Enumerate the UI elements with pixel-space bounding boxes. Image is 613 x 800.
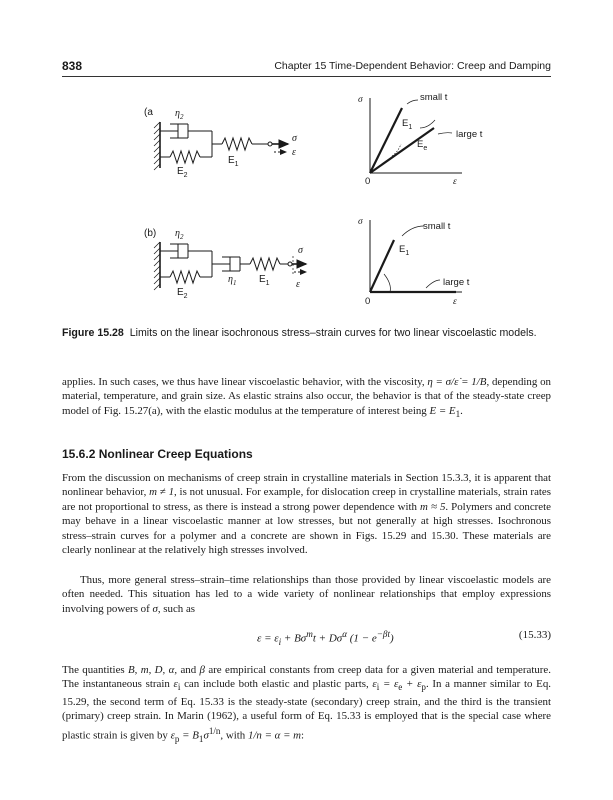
equation-expression: $\varepsilon = \varepsilon_i + B\sigma^mt + D\sigma^\alpha$ $(1 - e^{-\beta t})$	[257, 629, 394, 647]
e1-plot-label-b: $E_1$	[399, 244, 410, 257]
paragraph-3: Thus, more general stress–strain–time relationships than those provided by linear viscoelastic models are often needed. This situation has led to a wide variety of nonlinear relationships that employ expressions involving powers of σ, such as	[62, 574, 551, 615]
large-t-label-a: large t	[456, 129, 483, 140]
running-head: Chapter 15 Time-Dependent Behavior: Creep and Damping	[274, 60, 551, 72]
epsilon-label-b: ε	[296, 279, 300, 290]
paragraph-4: The quantities B, m, D, α, and β are empirical constants from creep data for a given material and temperature. The instantaneous strain $\varepsilon_i$ can include both elastic and plastic parts, $\varepsilon_i = \varepsilon_e + \varepsilon_p$. In a manner similar to Eq. 15.29, the second term of Eq. 15.33 is the steady-state (secondary) creep strain, and the third is the transient (primary) creep strain. In Marin (1962), a useful form of Eq. 15.33 is employed that is the special case where plastic strain is given by $\varepsilon_p = B_1\sigma^{1/n}$, with 1/n = α = m:	[62, 664, 551, 744]
equation-number: (15.33)	[518, 629, 551, 641]
panel-b-model	[144, 228, 306, 290]
e2-label-a: $E_2$	[177, 166, 188, 179]
page-header	[62, 57, 551, 75]
caption-label: Figure 15.28	[62, 327, 124, 339]
sigma-axis-a: σ	[358, 95, 363, 105]
epsilon-axis-a: ε	[453, 177, 457, 187]
panel-a-model	[144, 107, 288, 170]
e1-label-a: $E_1$	[228, 155, 239, 168]
figure-caption	[62, 326, 551, 340]
caption-text: Limits on the linear isochronous stress–strain curves for two linear viscoelastic models.	[129, 327, 537, 339]
sigma-label-b: σ	[298, 245, 303, 256]
eta2-label-a: $\eta_2$	[175, 108, 184, 121]
page-number: 838	[62, 59, 83, 73]
large-t-label-b: large t	[443, 277, 470, 288]
panel-a-label: (a	[144, 107, 153, 118]
header-rule	[62, 76, 551, 77]
paragraph-1: applies. In such cases, we thus have linear viscoelastic behavior, with the viscosity, η = σ/ε̇ = 1/B, depending on material, temperature, and grain size. As elastic strains also occur, the behavior is that of the steady-state creep model of Fig. 15.27(a), with the elastic modulus at the temperature of interest being $E = E_1$.	[62, 376, 551, 419]
epsilon-label-a: ε	[292, 147, 296, 158]
figure-15-28	[62, 84, 551, 320]
panel-b-plot-labels	[358, 217, 470, 307]
section-heading: 15.6.2 Nonlinear Creep Equations	[62, 447, 253, 461]
epsilon-axis-b: ε	[453, 297, 457, 307]
e2-label-b: $E_2$	[177, 287, 188, 300]
paragraph-2: From the discussion on mechanisms of creep strain in crystalline materials in Section 15.3.3, it is apparent that nonlinear behavior, m ≠ 1, is not unusual. For example, for dislocation creep in crystalline materials, strain rates are not proportional to stress, as there is instead a strong power dependence with m ≈ 5. Polymers and concrete may behave in a linear viscoelastic manner at low stresses, but not generally at high stresses. Isochronous stress–strain curves for a polymer and a concrete are shown in Figs. 15.29 and 15.30. These materials are clearly nonlinear at the relatively high stresses involved.	[62, 472, 552, 557]
origin-a: 0	[365, 176, 371, 187]
sigma-label-a: σ	[292, 133, 297, 144]
panel-b-label: (b)	[144, 228, 157, 239]
e1-label-b: $E_1$	[259, 274, 270, 287]
panel-a-plot	[370, 98, 462, 173]
small-t-label-a: small t	[420, 92, 448, 103]
eta2-label-b: $\eta_2$	[175, 228, 184, 241]
small-t-line-a	[370, 108, 402, 173]
e1-plot-label-a: $E_1$	[402, 118, 413, 131]
origin-b: 0	[365, 296, 371, 307]
eta1-label-b: $\eta_1$	[228, 274, 237, 287]
small-t-label-b: small t	[423, 221, 451, 232]
ee-plot-label-a: $E_e$	[417, 139, 428, 152]
sigma-axis-b: σ	[358, 217, 363, 227]
small-t-line-b	[370, 240, 394, 292]
equation-15-33	[62, 629, 551, 647]
